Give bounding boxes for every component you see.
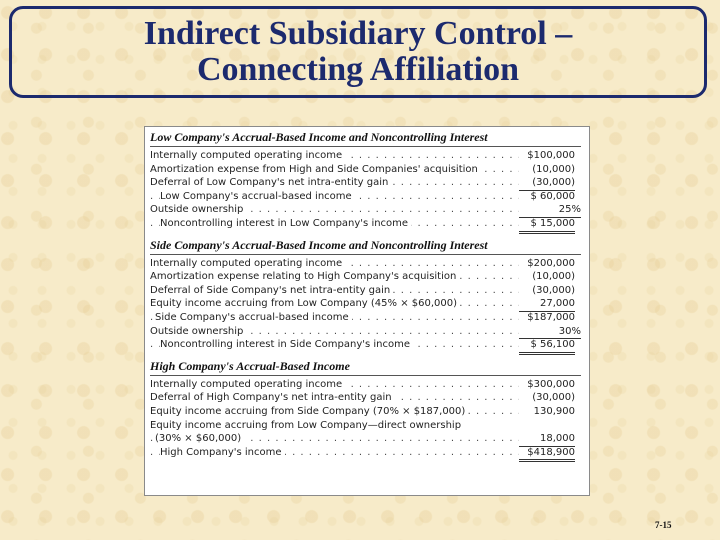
- row-label-text: Internally computed operating income: [150, 150, 345, 161]
- row-label-text: Amortization expense from High and Side Companies' acquisition: [150, 164, 481, 175]
- row-label-text: Equity income accruing from Side Company (70% × $187,000): [150, 406, 468, 417]
- row-value: $100,000: [527, 150, 575, 161]
- table-row: [150, 149, 581, 163]
- row-label: [150, 405, 519, 419]
- row-label: [150, 338, 519, 352]
- table-row: [150, 419, 581, 433]
- row-label: [150, 203, 519, 217]
- row-value: (30,000): [532, 392, 575, 404]
- row-label: [150, 270, 519, 284]
- section-title: Side Company's Accrual-Based Income and Noncontrolling Interest: [150, 238, 581, 255]
- row-label-text: Internally computed operating income: [150, 379, 345, 390]
- section-title: Low Company's Accrual-Based Income and Noncontrolling Interest: [150, 130, 581, 147]
- slide-title-box: [9, 6, 707, 98]
- row-label: [150, 446, 519, 460]
- row-value: 25%: [519, 203, 581, 218]
- row-value: (30,000): [532, 284, 575, 296]
- table-row: [150, 217, 581, 231]
- row-label-text: Equity income accruing from Low Company—direct ownership: [150, 420, 464, 431]
- row-value: $418,900: [519, 446, 575, 463]
- row-value: $ 15,000: [519, 217, 575, 234]
- row-label: [150, 163, 519, 177]
- row-label: [150, 297, 519, 311]
- row-value: $ 56,100: [519, 338, 575, 355]
- row-label-text: Low Company's accrual-based income: [160, 191, 355, 202]
- table-row: [150, 297, 581, 311]
- table-row: [150, 325, 581, 339]
- row-label-text: Deferral of Low Company's net intra-entity gain: [150, 177, 391, 188]
- row-value: 30%: [519, 325, 581, 340]
- row-value: (30,000): [519, 176, 575, 191]
- row-value: (10,000): [532, 271, 575, 283]
- income-table-panel: [144, 126, 590, 496]
- row-label-text: Outside ownership: [150, 326, 246, 337]
- row-value: $300,000: [527, 378, 575, 390]
- table-row: [150, 284, 581, 298]
- table-row: [150, 311, 581, 325]
- row-label: [150, 257, 519, 271]
- row-label: [150, 149, 519, 163]
- row-label-text: High Company's income: [160, 447, 285, 458]
- table-row: [150, 378, 581, 392]
- table-row: [150, 203, 581, 217]
- row-value: 27,000: [519, 297, 575, 312]
- table-section: [150, 359, 581, 460]
- table-row: [150, 432, 581, 446]
- row-label: [150, 419, 519, 433]
- row-value: $187,000: [527, 311, 575, 323]
- row-value: (10,000): [532, 163, 575, 175]
- row-label-text: Internally computed operating income: [150, 258, 345, 269]
- row-value: $ 60,000: [530, 190, 575, 202]
- row-label: [150, 217, 519, 231]
- table-row: [150, 190, 581, 204]
- slide-title-line-1: Indirect Subsidiary Control –: [143, 15, 573, 52]
- row-label-text: Deferral of High Company's net intra-entity gain: [150, 392, 395, 403]
- table-row: [150, 446, 581, 460]
- row-label-text: Outside ownership: [150, 204, 246, 215]
- table-section: [150, 238, 581, 352]
- table-row: [150, 257, 581, 271]
- row-label-text: (30% × $60,000): [155, 433, 244, 444]
- section-title: High Company's Accrual-Based Income: [150, 359, 581, 376]
- page-number: 7-15: [655, 520, 672, 530]
- table-section: [150, 130, 581, 231]
- table-row: [150, 338, 581, 352]
- row-label-text: Amortization expense relating to High Company's acquisition: [150, 271, 459, 282]
- row-value: 130,900: [533, 405, 575, 417]
- row-label: [150, 378, 519, 392]
- row-label: [150, 284, 519, 298]
- table-row: [150, 391, 581, 405]
- row-label-text: Equity income accruing from Low Company (45% × $60,000): [150, 298, 460, 309]
- row-label: [150, 190, 519, 204]
- row-label-text: Noncontrolling interest in Side Company's income: [160, 339, 413, 350]
- row-label-text: Deferral of Side Company's net intra-entity gain: [150, 285, 393, 296]
- table-row: [150, 270, 581, 284]
- row-label-text: Side Company's accrual-based income: [155, 312, 352, 323]
- row-label: [150, 325, 519, 339]
- row-label: [150, 311, 519, 325]
- row-value: $200,000: [527, 257, 575, 269]
- table-row: [150, 405, 581, 419]
- row-label-text: Noncontrolling interest in Low Company's income: [160, 218, 411, 229]
- slide-title-line-2: Connecting Affiliation: [196, 51, 520, 88]
- row-label: [150, 432, 519, 446]
- row-value: 18,000: [519, 432, 575, 447]
- row-label: [150, 176, 519, 190]
- table-row: [150, 176, 581, 190]
- row-label: [150, 391, 519, 405]
- table-row: [150, 163, 581, 177]
